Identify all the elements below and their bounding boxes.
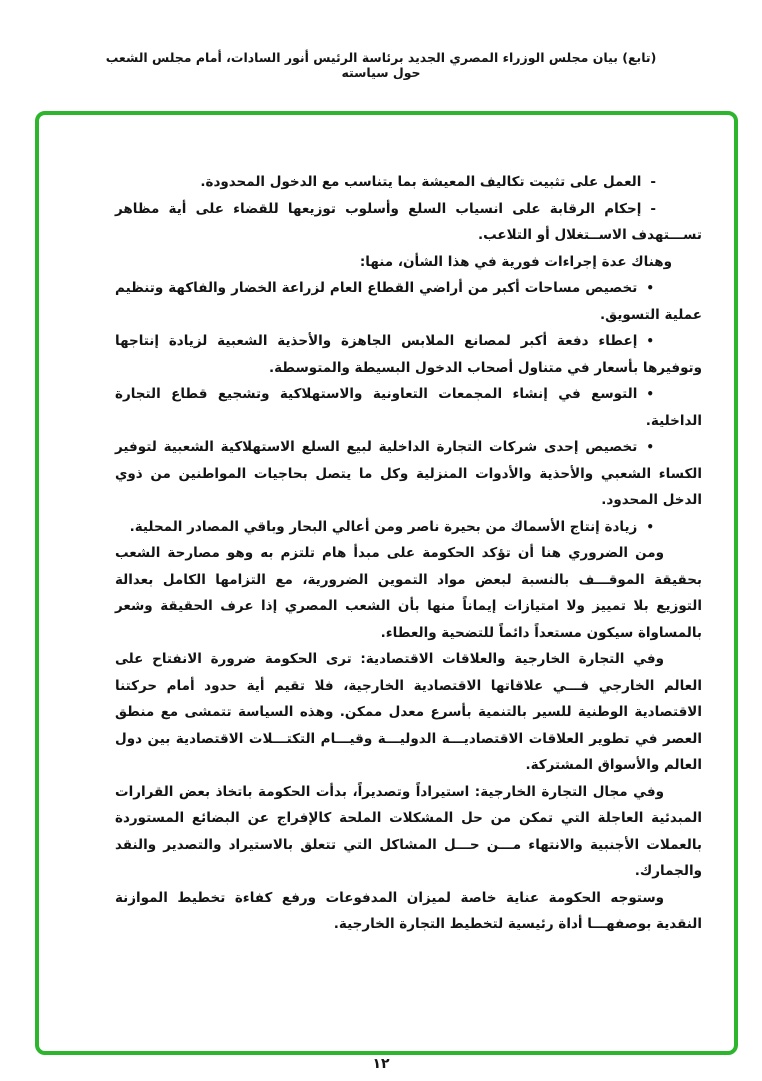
body-paragraph: وفي التجارة الخارجية والعلاقات الاقتصادية: ترى الحكومة ضرورة الانفتاح على العالم الخارجي فـــي علاقاتها الاقتصادية الخارجية، فلا تقيم أية حدود أمام حركتنا الاقتصادية الوطنية للسير بالتنمية بأسرع معدل ممكن. وهذه السياسة تتمشى مع منطق العصر في تطوير العلاقات الاقتصاديـــة الدوليـــة وقيـــام التكتـــلات الاقتصادية بين دول العالم والأسواق المشتركة.	[115, 651, 702, 773]
bullet-item-text: التوسع في إنشاء المجمعات التعاونية والاستهلاكية وتشجيع قطاع التجارة الداخلية.	[115, 386, 702, 429]
dash-marker-icon: -	[650, 174, 656, 190]
document-body	[39, 115, 734, 938]
dash-item-text: العمل على تثبيت تكاليف المعيشة بما يتناسب مع الدخول المحدودة.	[200, 174, 642, 190]
bullet-item-text: زيادة إنتاج الأسماك من بحيرة ناصر ومن أعالي البحار وباقي المصادر المحلية.	[129, 518, 638, 535]
bullet-item-text: تخصيص إحدى شركات التجارة الداخلية لبيع السلع الاستهلاكية الشعبية لتوفير الكساء الشعبي والأحذية والأدوات المنزلية وكل ما يتصل بحاجيات المواطنين من ذوي الدخل المحدود.	[115, 439, 702, 508]
page-header: (تابع) بيان مجلس الوزراء المصري الجديد برئاسة الرئيس أنور السادات، أمام مجلس الشعب حول سياسته	[105, 50, 657, 80]
bullet-item-text: تخصيص مساحات أكبر من أراضي القطاع العام لزراعة الخضار والفاكهة وتنظيم عملية التسويق.	[115, 280, 702, 323]
bullet-marker-icon: •	[646, 387, 654, 401]
dash-item-text: إحكام الرقابة على انسياب السلع وأسلوب توزيعها للقضاء على أية مظاهر تســـتهدف الاســتغلال أو التلاعب.	[115, 200, 702, 243]
body-paragraph: وستوجه الحكومة عناية خاصة لميزان المدفوعات ورفع كفاءة تخطيط الموازنة النقدية بوصفهـــا أداة رئيسية لتخطيط التجارة الخارجية.	[115, 889, 702, 932]
body-paragraph: وفي مجال التجارة الخارجية: استيراداً وتصديراً، بدأت الحكومة باتخاذ بعض القرارات المبدئية العاجلة التي تمكن من حل المشكلات الملحة كالإفراج عن البضائع المستوردة بالعملات الأجنبية والانتهاء مـــن حـــل المشاكل التي تتعلق بالاستيراد والتصدير والنقد والجمارك.	[115, 783, 702, 879]
bullet-marker-icon: •	[646, 519, 654, 534]
dash-list-item	[115, 169, 702, 196]
bullet-list-item	[115, 514, 702, 541]
page-number: ١٢	[372, 1056, 390, 1072]
bullet-list-item	[115, 434, 702, 514]
bullet-list-item	[115, 328, 702, 381]
content-frame	[35, 111, 738, 1055]
intro-line: وهناك عدة إجراءات فورية في هذا الشأن، منها:	[359, 253, 672, 270]
bullet-item-text: إعطاء دفعة أكبر لمصانع الملابس الجاهزة والأحذية الشعبية لزيادة إنتاجها وتوفيرها بأسعار في متناول أصحاب الدخول البسيطة والمتوسطة.	[115, 333, 702, 376]
bullet-list-item	[115, 275, 702, 328]
dash-marker-icon: -	[650, 200, 656, 217]
bullet-marker-icon: •	[646, 334, 654, 348]
dash-list-item	[115, 196, 702, 249]
body-paragraph: ومن الضروري هنا أن تؤكد الحكومة على مبدأ هام تلتزم به وهو مصارحة الشعب بحقيقة الموقـــف بالنسبة لبعض مواد التموين الضرورية، مع التزامها الكامل بعدالة التوزيع بلا تمييز ولا امتيازات إيماناً منها بأن الشعب المصري إذا عرف الحقيقة وشعر بالمساواة سيكون مستعداً دائماً للتضحية والعطاء.	[115, 545, 702, 641]
bullet-marker-icon: •	[646, 281, 654, 295]
bullet-marker-icon: •	[646, 440, 654, 454]
bullet-list-item	[115, 381, 702, 434]
